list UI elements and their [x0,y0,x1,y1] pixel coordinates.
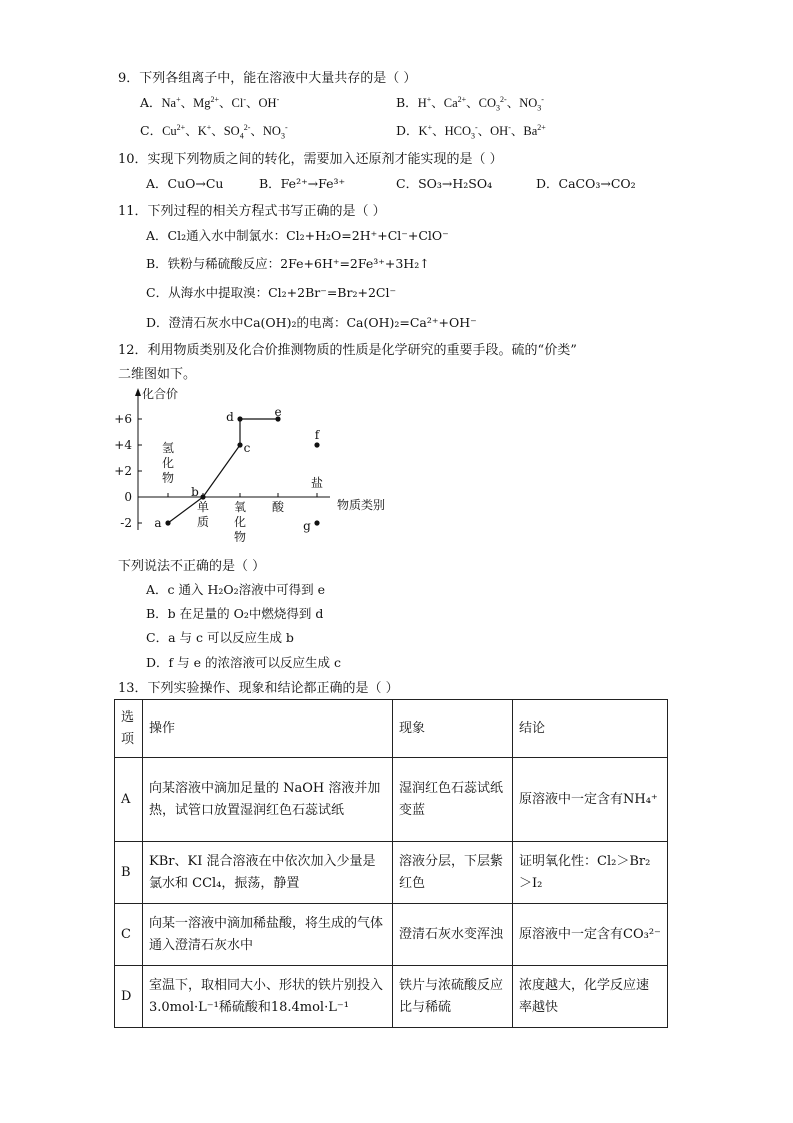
category-label-char: 氧 [233,500,247,514]
row-conclusion: 原溶液中一定含有CO₃²⁻ [513,904,668,966]
category-label-char: 物 [233,530,247,544]
q10-option-d[interactable]: D．CaCO₃→CO₂ [536,176,636,191]
point-g [314,520,319,525]
category-label-char: 酸 [271,500,285,514]
row-conclusion: 浓度越大，化学反应速率越快 [513,966,668,1028]
row-operation: 向某溶液中滴加足量的 NaOH 溶液并加热，试管口放置湿润红色石蕊试纸 [143,758,393,842]
q10-stem: 10．实现下列物质之间的转化，需要加入还原剂才能实现的是（ ） [118,152,503,167]
table-row [115,842,668,904]
row-option: D [115,966,143,1028]
category-label-char: 物 [161,471,175,485]
point-label-a: a [154,516,162,530]
chart-lines [168,419,278,523]
point-c [237,442,242,447]
row-operation: 室温下，取相同大小、形状的铁片别投入 3.0mol·L⁻¹稀硫酸和18.4mol·L⁻¹ [143,966,393,1028]
point-label-b: b [191,485,199,499]
q12-option-a[interactable]: A．c 通入 H₂O₂溶液中可得到 e [146,582,326,597]
x-axis-label: 物质类别 [337,498,386,512]
y-axis-arrow [135,388,141,396]
q9-option-d[interactable]: D．K+、$HCO_3^-$、OH-、$Ba^{2+}$ [396,122,546,141]
point-label-c: c [243,441,251,455]
row-conclusion: 证明氧化性：Cl₂＞Br₂＞I₂ [513,842,668,904]
row-phenomenon: 溶液分层，下层紫红色 [393,842,513,904]
category-label-char: 化 [233,515,247,529]
row-operation: KBr、KI 混合溶液在中依次加入少量是氯水和 CCl₄，振荡，静置 [143,842,393,904]
header-option: 选项 [115,700,143,758]
q11-option-c[interactable]: C．从海水中提取溴：Cl₂+2Br⁻=Br₂+2Cl⁻ [146,285,397,300]
point-b [200,494,205,499]
row-phenomenon: 澄清石灰水变浑浊 [393,904,513,966]
point-label-e: e [274,405,282,419]
q11-stem: 11．下列过程的相关方程式书写正确的是（ ） [118,204,386,219]
q12-option-d[interactable]: D．f 与 e 的浓溶液可以反应生成 c [146,655,341,670]
header-phenomenon: 现象 [393,700,513,758]
point-label-f: f [314,428,320,442]
header-operation: 操作 [143,700,393,758]
q12-option-c[interactable]: C．a 与 c 可以反应生成 b [146,630,294,645]
category-label-char: 化 [161,456,175,470]
point-label-d: d [226,410,234,424]
q12-stem-1: 12．利用物质类别及化合价推测物质的性质是化学研究的重要手段。硫的“价类” [118,343,577,358]
y-tick-label: +4 [114,438,132,452]
row-option: A [115,758,143,842]
row-operation: 向某一溶液中滴加稀盐酸，将生成的气体通入澄清石灰水中 [143,904,393,966]
q9-option-b[interactable]: B．H+、$Ca^{2+}$、$CO_3^{2-}$、$NO_3^-$ [396,94,544,113]
q10-option-a[interactable]: A．CuO→Cu [146,176,224,191]
category-label-char: 质 [196,515,210,529]
q12-question: 下列说法不正确的是（ ） [118,559,266,574]
category-label-char: 单 [196,500,210,514]
q10-option-c[interactable]: C．SO₃→H₂SO₄ [396,176,493,191]
table-header-row [115,700,668,758]
point-f [314,442,319,447]
q12-option-b[interactable]: B．b 在足量的 O₂中燃烧得到 d [146,606,324,621]
q9-option-a[interactable]: A．Na+、$Mg^{2+}$、Cl-、OH- [140,94,280,110]
point-label-g: g [303,519,311,533]
y-tick-label: +6 [114,412,132,426]
row-option: C [115,904,143,966]
q12-stem-2: 二维图如下。 [118,367,197,382]
q10-option-b[interactable]: B．Fe²⁺→Fe³⁺ [259,176,346,191]
row-option: B [115,842,143,904]
q11-option-a[interactable]: A．Cl₂通入水中制氯水：Cl₂+H₂O=2H⁺+Cl⁻+ClO⁻ [146,228,449,243]
chart-link-b-c [203,445,240,497]
row-conclusion: 原溶液中一定含有NH₄⁺ [513,758,668,842]
y-tick-label: 0 [124,490,132,504]
q9-stem: 9．下列各组离子中，能在溶液中大量共存的是（ ） [118,71,417,86]
point-a [165,520,170,525]
y-tick-label: -2 [120,516,132,530]
table-row [115,758,668,842]
valence-category-chart [112,382,412,552]
q11-option-b[interactable]: B．铁粉与稀硫酸反应：2Fe+6H⁺=2Fe³⁺+3H₂↑ [146,256,430,271]
category-label-char: 氢 [161,441,175,455]
q9-option-c[interactable]: C．$Cu^{2+}$、K+、$SO_4^{2-}$、$NO_3^-$ [140,122,288,141]
experiment-table [114,699,668,1028]
table-row [115,904,668,966]
table-row [115,966,668,1028]
row-phenomenon: 铁片与浓硫酸反应比与稀硫 [393,966,513,1028]
category-labels [162,441,323,544]
q11-option-d[interactable]: D．澄清石灰水中Ca(OH)₂的电离：Ca(OH)₂=Ca²⁺+OH⁻ [146,315,477,330]
q13-stem: 13．下列实验操作、现象和结论都正确的是（ ） [118,681,399,696]
y-axis-label: 化合价 [142,387,179,401]
category-label-char: 盐 [310,476,324,490]
header-conclusion: 结论 [513,700,668,758]
row-phenomenon: 湿润红色石蕊试纸变蓝 [393,758,513,842]
point-d [237,416,242,421]
y-tick-label: +2 [114,464,132,478]
